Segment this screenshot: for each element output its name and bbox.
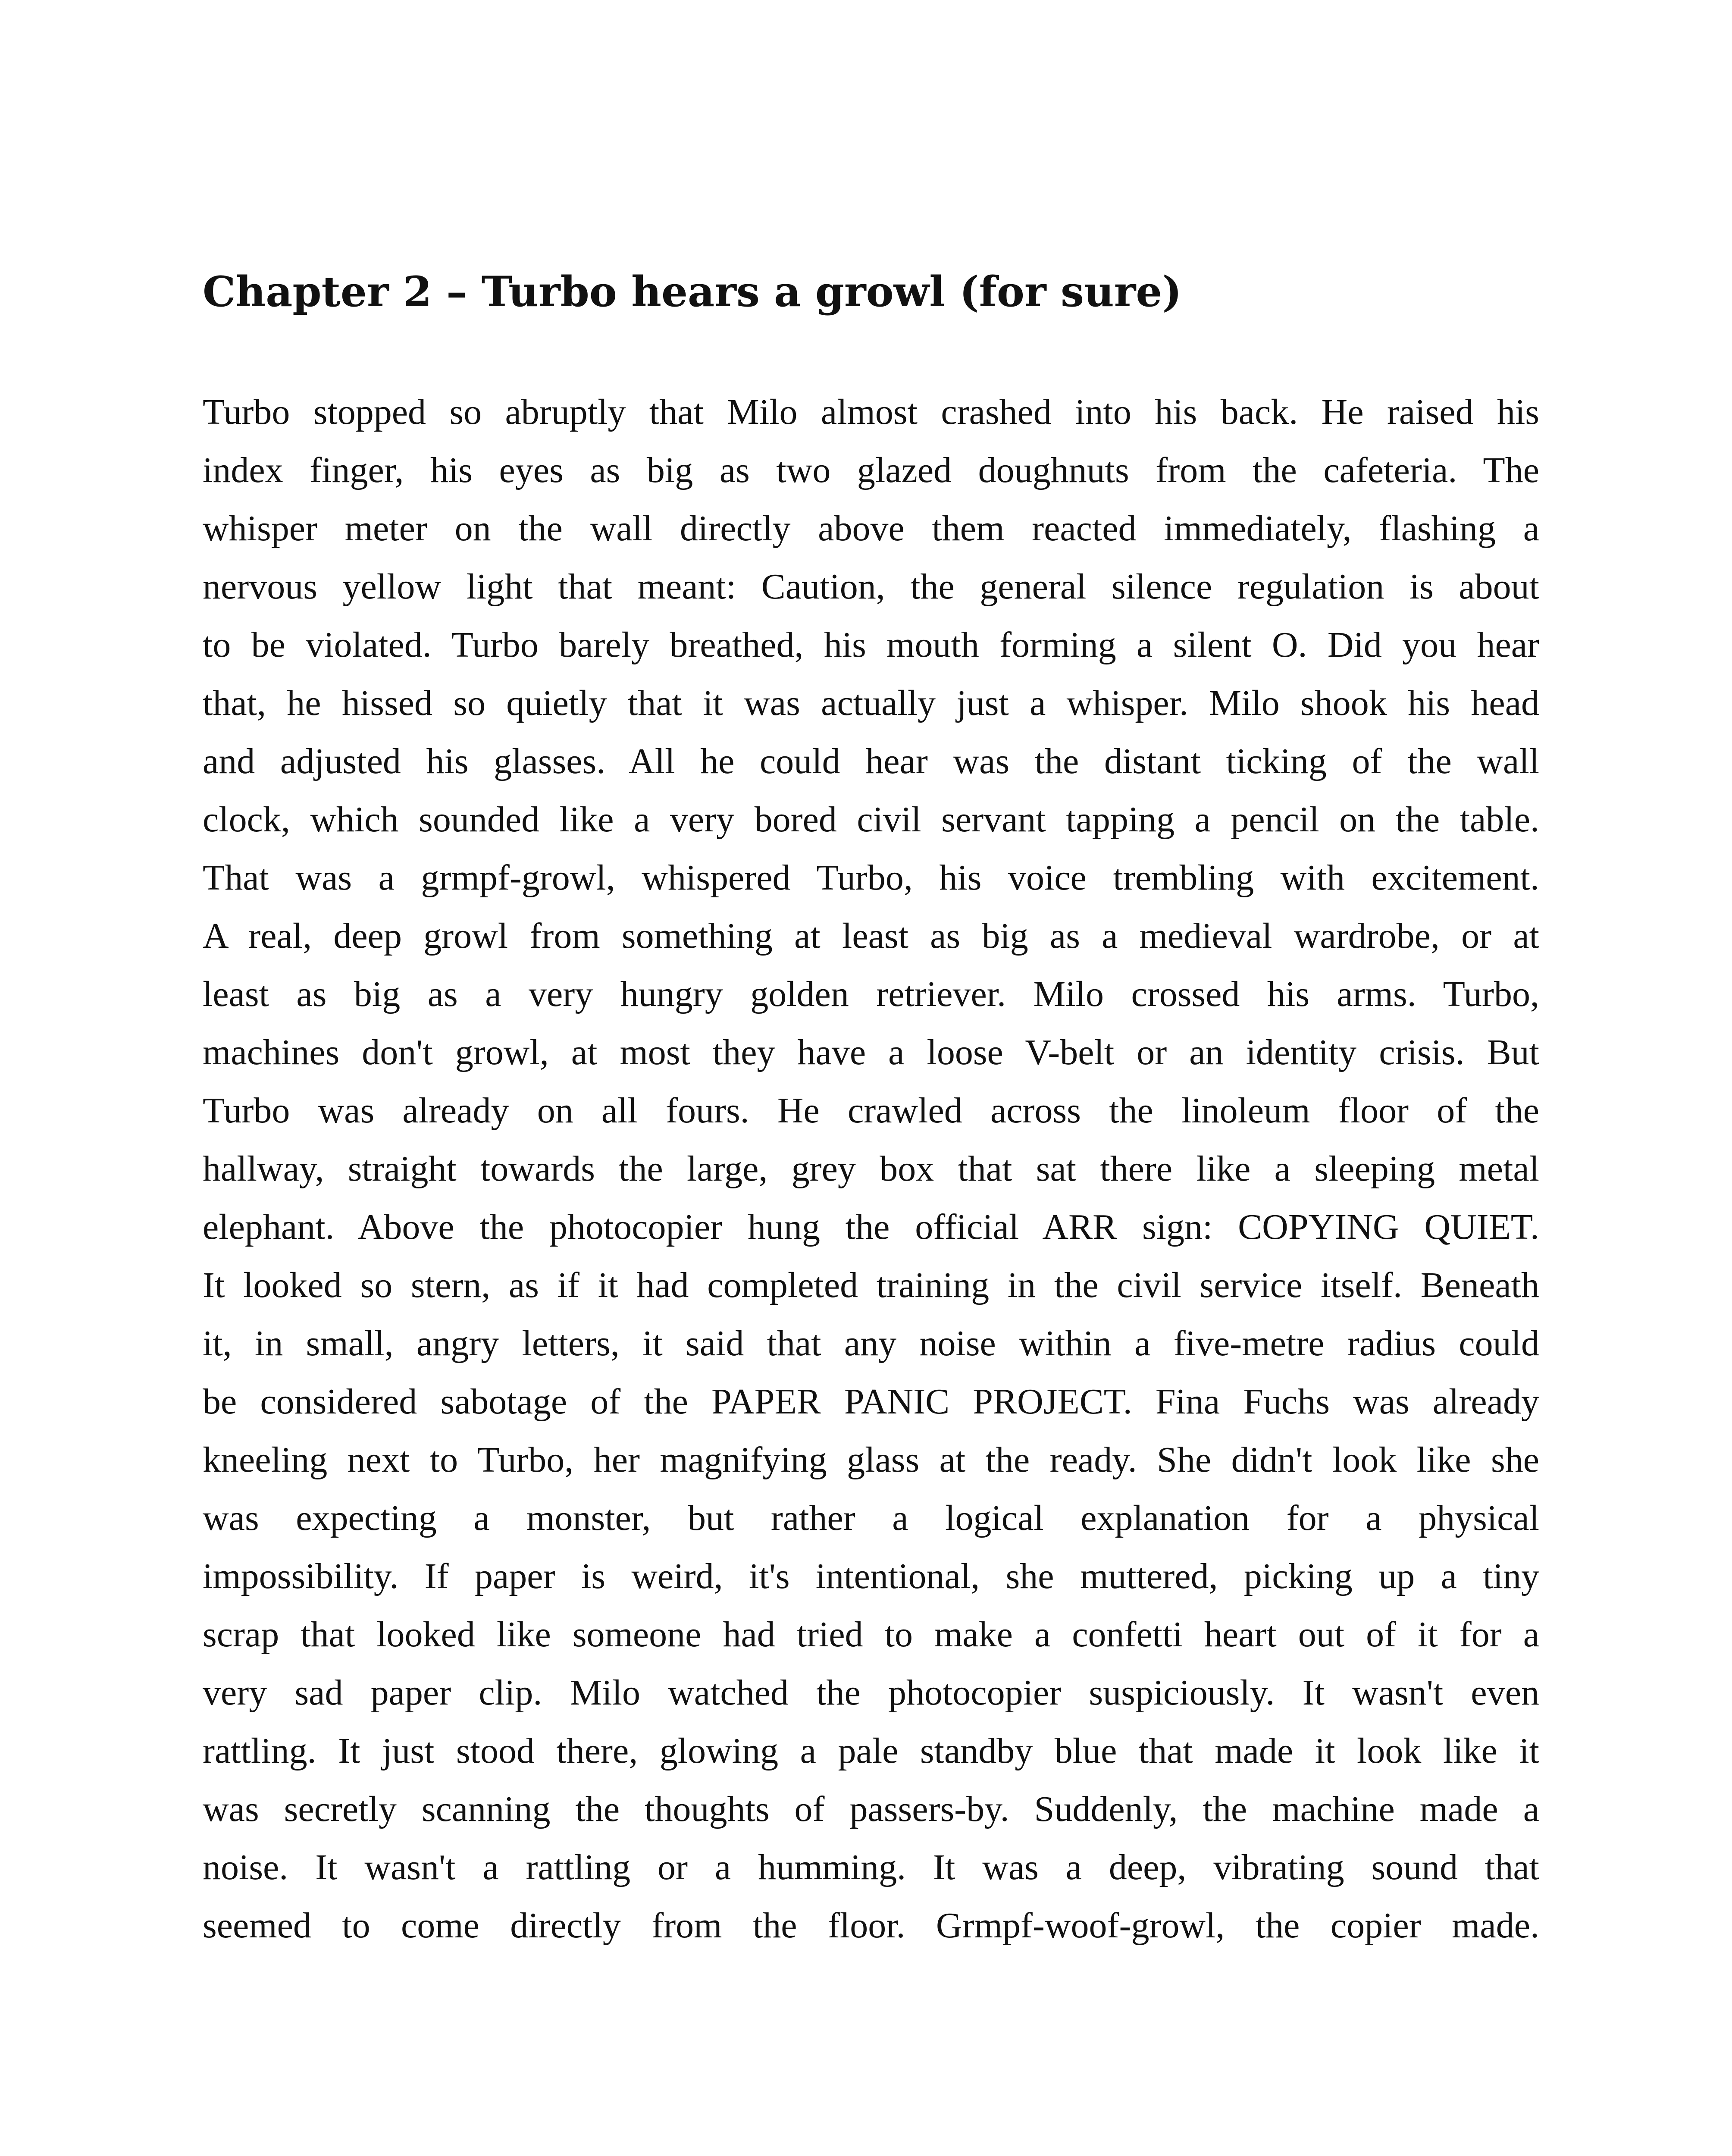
- body-line: and adjusted his glasses. All he could hear was the distant ticking of the wall: [203, 741, 1539, 781]
- body-line: it, in small, angry letters, it said that any noise within a five-metre radius could: [203, 1323, 1539, 1363]
- body-line: very sad paper clip. Milo watched the photocopier suspiciously. It wasn't even: [203, 1673, 1539, 1713]
- body-line: nervous yellow light that meant: Caution, the general silence regulation is about: [203, 567, 1539, 607]
- body-line: scrap that looked like someone had tried to make a confetti heart out of it for a: [203, 1614, 1539, 1655]
- body-line: Turbo was already on all fours. He crawled across the linoleum floor of the: [203, 1091, 1539, 1131]
- body-line: to be violated. Turbo barely breathed, his mouth forming a silent O. Did you hear: [203, 625, 1539, 665]
- body-line: clock, which sounded like a very bored civil servant tapping a pencil on the table.: [203, 799, 1539, 840]
- body-line: was secretly scanning the thoughts of passers-by. Suddenly, the machine made a: [203, 1789, 1539, 1829]
- chapter-title: Chapter 2 – Turbo hears a growl (for sure): [203, 267, 1182, 316]
- body-line: machines don't growl, at most they have a loose V-belt or an identity crisis. But: [203, 1032, 1539, 1072]
- body-line: that, he hissed so quietly that it was actually just a whisper. Milo shook his head: [203, 683, 1539, 723]
- body-line: That was a grmpf-growl, whispered Turbo, his voice trembling with excitement.: [203, 858, 1539, 898]
- body-line: least as big as a very hungry golden retriever. Milo crossed his arms. Turbo,: [203, 974, 1539, 1014]
- body-line: elephant. Above the photocopier hung the official ARR sign: COPYING QUIET.: [203, 1207, 1539, 1247]
- body-line: was expecting a monster, but rather a logical explanation for a physical: [203, 1498, 1539, 1538]
- body-line: Turbo stopped so abruptly that Milo almost crashed into his back. He raised his: [203, 392, 1539, 432]
- body-line: rattling. It just stood there, glowing a pale standby blue that made it look like it: [203, 1731, 1539, 1771]
- body-line: It looked so stern, as if it had completed training in the civil service itself. Beneath: [203, 1265, 1539, 1305]
- body-line: noise. It wasn't a rattling or a humming. It was a deep, vibrating sound that: [203, 1847, 1539, 1887]
- body-line: kneeling next to Turbo, her magnifying glass at the ready. She didn't look like she: [203, 1440, 1539, 1480]
- body-line: impossibility. If paper is weird, it's intentional, she muttered, picking up a tiny: [203, 1556, 1539, 1596]
- body-line: be considered sabotage of the PAPER PANIC PROJECT. Fina Fuchs was already: [203, 1382, 1539, 1422]
- body-line: hallway, straight towards the large, grey box that sat there like a sleeping metal: [203, 1149, 1539, 1189]
- body-line: seemed to come directly from the floor. Grmpf-woof-growl, the copier made.: [203, 1905, 1539, 1946]
- chapter-body: [203, 383, 1539, 1987]
- body-line: A real, deep growl from something at least as big as a medieval wardrobe, or at: [203, 916, 1539, 956]
- body-line: index finger, his eyes as big as two glazed doughnuts from the cafeteria. The: [203, 450, 1539, 490]
- body-line: whisper meter on the wall directly above them reacted immediately, flashing a: [203, 508, 1539, 548]
